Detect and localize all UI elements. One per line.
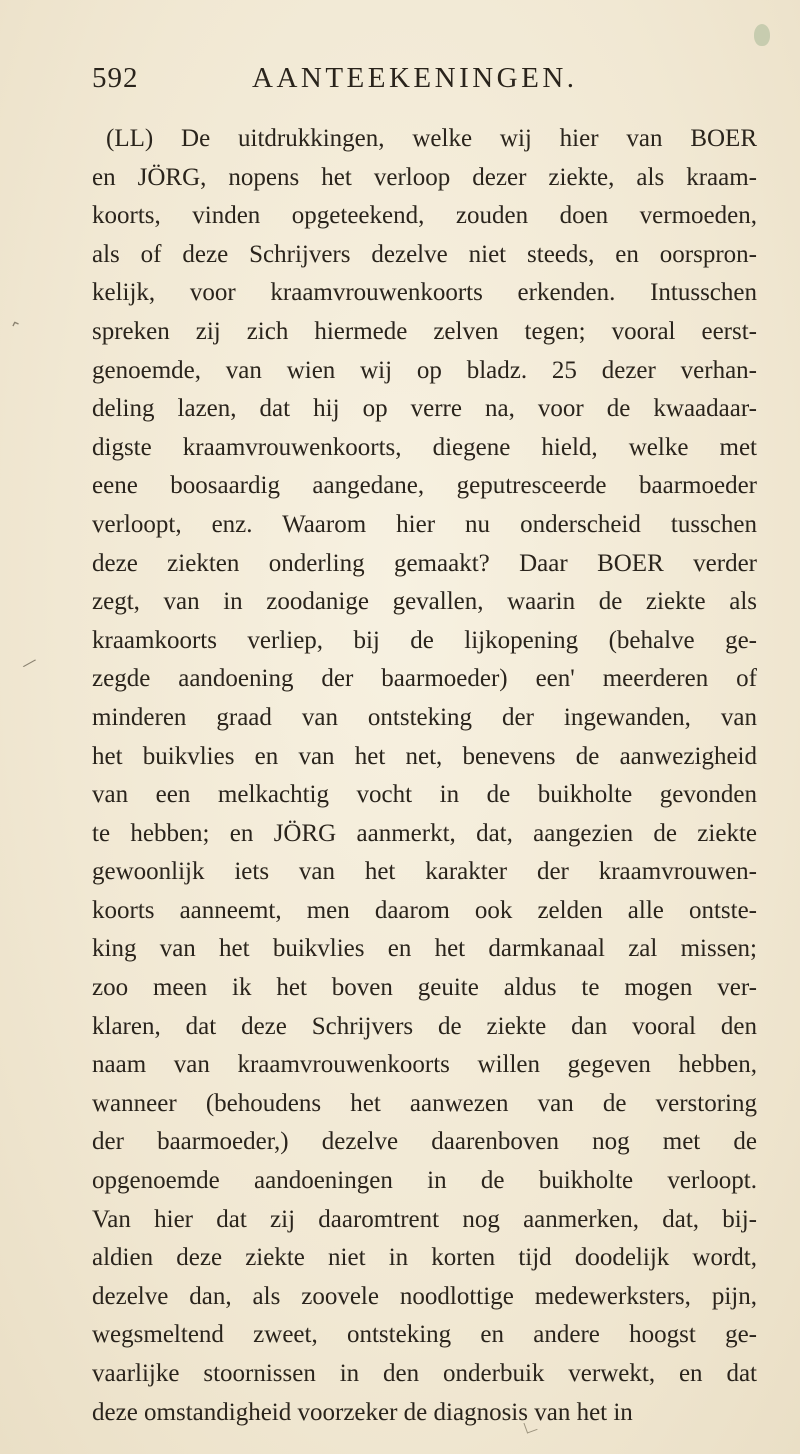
text-line: dezelve dan, als zoovele noodlottige medewerksters, pijn, bbox=[92, 1282, 757, 1310]
text-line: deling lazen, dat hij op verre na, voor de kwaadaar- bbox=[92, 395, 757, 423]
text-line: deze ziekten onderling gemaakt? Daar BOER verder bbox=[92, 549, 757, 577]
text-line: kraamkoorts verliep, bij de lijkopening (behalve ge- bbox=[92, 626, 757, 654]
text-line: vaarlijke stoornissen in den onderbuik verwekt, en dat bbox=[92, 1360, 757, 1387]
text-line: deze omstandigheid voorzeker de diagnosis van het in bbox=[92, 1398, 633, 1426]
text-line: wegsmeltend zweet, ontsteking en andere hoogst ge- bbox=[92, 1321, 757, 1349]
text-line: koorts aanneemt, men daarom ook zelden alle ontste- bbox=[92, 896, 757, 924]
text-line: kelijk, voor kraamvrouwenkoorts erkenden. Intusschen bbox=[92, 279, 757, 307]
text-line: spreken zij zich hiermede zelven tegen; vooral eerst- bbox=[92, 317, 757, 345]
page-header bbox=[92, 62, 752, 102]
text-line: opgenoemde aandoeningen in de buikholte verloopt. bbox=[92, 1167, 757, 1195]
text-line: en JÖRG, nopens het verloop dezer ziekte, als kraam- bbox=[92, 163, 757, 191]
text-line: naam van kraamvrouwenkoorts willen gegeven hebben, bbox=[92, 1051, 757, 1079]
annotation-text bbox=[92, 120, 757, 1432]
text-line: eene boosaardig aangedane, geputresceerde baarmoeder bbox=[92, 472, 757, 500]
text-line: zegde aandoening der baarmoeder) een' meerderen of bbox=[92, 665, 757, 693]
text-line: genoemde, van wien wij op bladz. 25 dezer verhan- bbox=[92, 356, 757, 384]
text-line: van een melkachtig vocht in de buikholte gevonden bbox=[92, 781, 757, 809]
margin-mark: ⁄ bbox=[23, 654, 36, 673]
text-line: aldien deze ziekte niet in korten tijd doodelijk wordt, bbox=[92, 1244, 757, 1272]
text-line: (LL) De uitdrukkingen, welke wij hier van BOER bbox=[106, 125, 757, 152]
text-line: verloopt, enz. Waarom hier nu onderscheid tusschen bbox=[92, 510, 757, 538]
text-line: zegt, van in zoodanige gevallen, waarin de ziekte als bbox=[92, 588, 757, 616]
text-line: minderen graad van ontsteking der ingewanden, van bbox=[92, 703, 757, 731]
running-head: AANTEEKENINGEN. bbox=[252, 62, 578, 94]
corner-stain bbox=[754, 24, 770, 46]
text-line: klaren, dat deze Schrijvers de ziekte dan vooral den bbox=[92, 1012, 757, 1040]
text-line: digste kraamvrouwenkoorts, diegene hield, welke met bbox=[92, 433, 757, 461]
text-line: het buikvlies en van het net, benevens de aanwezigheid bbox=[92, 742, 757, 770]
text-line: king van het buikvlies en het darmkanaal zal missen; bbox=[92, 935, 757, 963]
text-line: als of deze Schrijvers dezelve niet steeds, en oorspron- bbox=[92, 240, 757, 268]
text-line: gewoonlijk iets van het karakter der kraamvrouwen- bbox=[92, 858, 757, 886]
margin-mark: ⌃ bbox=[7, 316, 27, 339]
page-number: 592 bbox=[92, 62, 139, 94]
text-line: te hebben; en JÖRG aanmerkt, dat, aangezien de ziekte bbox=[92, 819, 757, 847]
text-line: Van hier dat zij daaromtrent nog aanmerken, dat, bij- bbox=[92, 1205, 757, 1233]
text-line: wanneer (behoudens het aanwezen van de verstoring bbox=[92, 1089, 757, 1117]
text-line: zoo meen ik het boven geuite aldus te mogen ver- bbox=[92, 974, 757, 1002]
text-line: koorts, vinden opgeteekend, zouden doen vermoeden, bbox=[92, 202, 757, 230]
text-line: der baarmoeder,) dezelve daarenboven nog met de bbox=[92, 1128, 757, 1156]
